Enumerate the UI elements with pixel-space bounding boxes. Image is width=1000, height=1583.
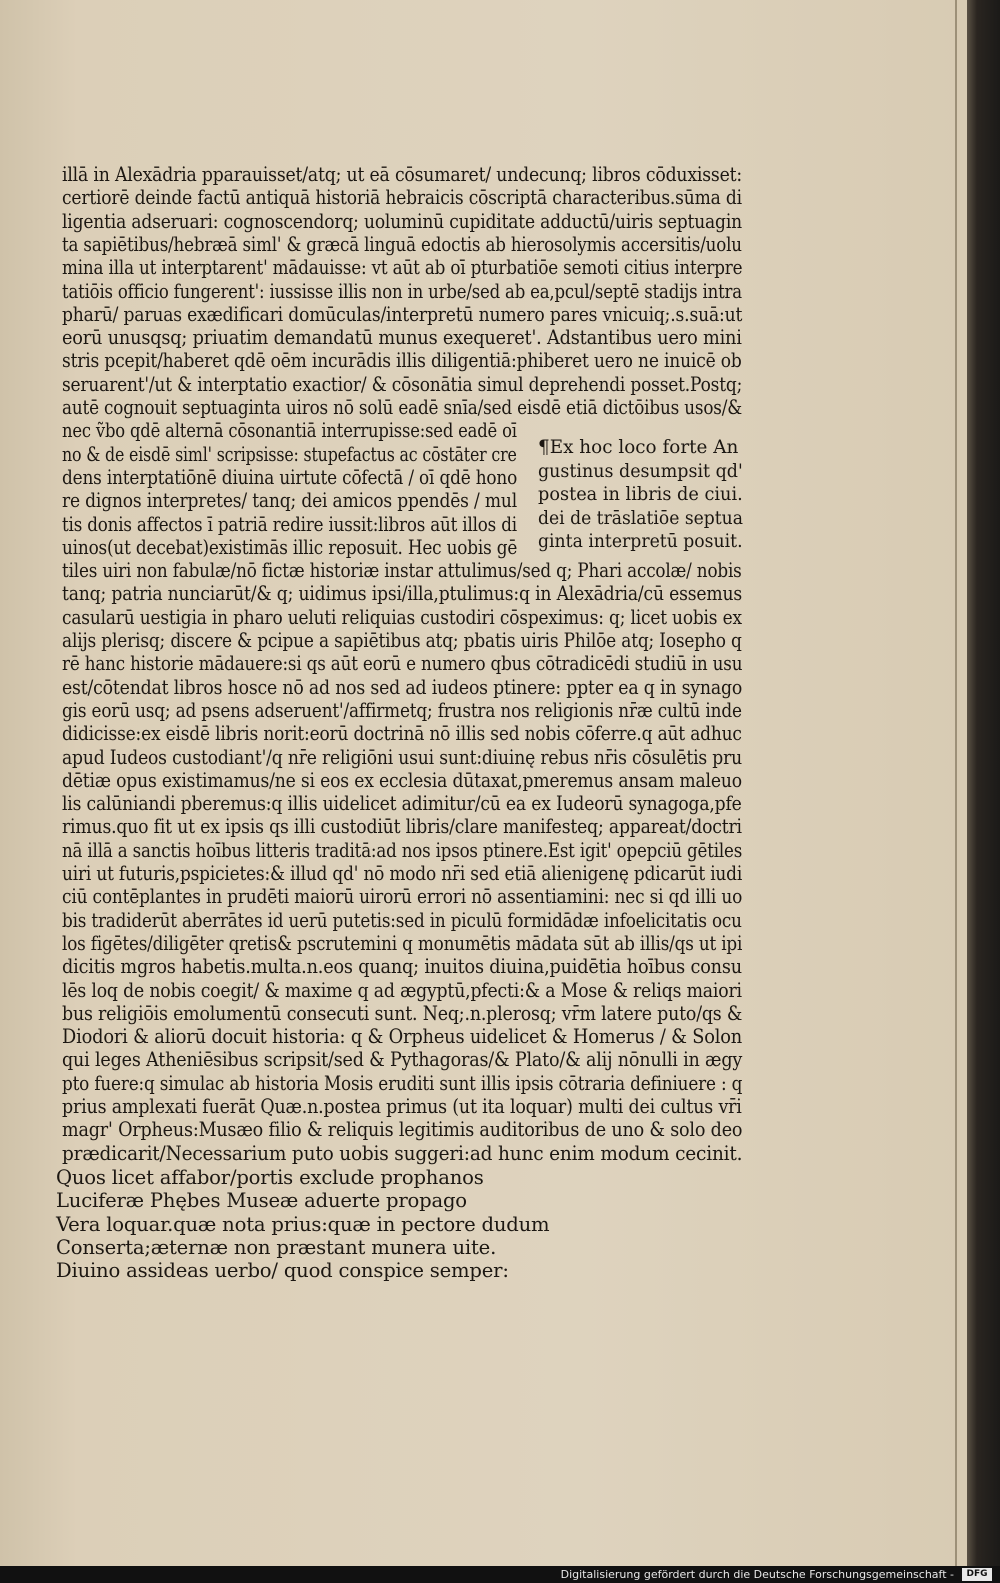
page-edge-shadow xyxy=(967,0,1000,1566)
text-line: lis calūniandi pberemus:q illis uidelicet adimitur/cū ea ex Iudeorū synagoga,pfe xyxy=(62,792,742,816)
text-line: los figētes/diligēter qretis& pscrutemini q monumētis mādata sūt ab illis/qs ut ipi xyxy=(62,931,743,955)
note-line: ¶Ex hoc loco forte An xyxy=(538,436,739,458)
text-line: uinos(ut decebat)existimās illic reposuit. Hec uobis gē xyxy=(62,535,518,559)
text-line: dētiæ opus existimamus/ne si eos ex ecclesia dūtaxat,pmeremus ansam maleuo xyxy=(62,768,742,792)
text-line: est/cōtendat libros hosce nō ad nos sed ad iudeos ptinere: ppter ea q in synago xyxy=(62,675,743,699)
text-line: tiles uiri non fabulæ/nō fictæ historiæ instar attulimus/sed q; Phari accolæ/ nobis xyxy=(62,559,742,583)
text-line: uiri ut futuris,pspicietes:& illud qd' nō modo nr̄i sed etiā alienigenę pdicarūt iudi xyxy=(62,862,743,885)
text-line: illā in Alexādria pparauisset/atq; ut eā cōsumaret/ undecunq; libros cōduxisset: xyxy=(62,163,742,186)
text-line: prius amplexati fuerāt Quæ.n.postea primus (ut ita loquar) multi dei cultus vr̄i xyxy=(62,1095,742,1118)
text-line: no & de eisdē siml' scripsisse: stupefactus ac cōstāter cre xyxy=(62,442,517,466)
note-line: dei de trāslatiōe septua xyxy=(538,506,743,529)
text-line: stris pcepit/haberet qdē oēm incurādis illis diligentiā:phiberet uero ne inuicē ob xyxy=(62,349,742,373)
text-line: alijs plerisq; discere & pcipue a sapiētibus atq; pbatis uiris Philōe atq; Iosepho q xyxy=(62,629,742,652)
dfg-logo: DFG xyxy=(962,1568,992,1581)
text-line: autē cognouit septuaginta uiros nō solū eadē snīa/sed eisdē etiā dictōibus usos/& xyxy=(62,396,742,419)
text-line: Quos licet affabor/portis exclude prophanos xyxy=(56,1165,484,1189)
text-line: pharū/ paruas exædificari domūculas/interpretū numero pares vnicuiq;.s.suā:ut xyxy=(62,302,743,326)
text-line: tatiōis officio fungerent': iussisse illis non in urbe/sed ab ea,pcul/septē stadijs intra xyxy=(62,279,742,303)
note-line: gustinus desumpsit qd' xyxy=(538,459,743,482)
text-line: gis eorū usq; ad psens adseruent'/affirmetq; frustra nos religionis nr̄æ cultū inde xyxy=(62,698,742,722)
text-line: didicisse:ex eisdē libris norit:eorū doctrinā nō illis sed nobis cōferre.q aūt adhuc xyxy=(62,722,742,746)
text-line: bis tradiderūt aberrātes id uerū putetis:sed in piculū formidādæ infoelicitatis ocu xyxy=(62,908,742,932)
text-line: mina illa ut interptarent' mādauisse: vt aūt ab oī pturbatiōe semoti citius interpre xyxy=(62,256,743,280)
note-line: postea in libris de ciui. xyxy=(538,483,743,505)
text-line: ta sapiētibus/hebræā siml' & græcā linguā edoctis ab hierosolymis accersitis/uolu xyxy=(62,232,742,256)
text-line: magr' Orpheus:Musæo filio & reliquis legitimis auditoribus de uno & solo deo xyxy=(62,1118,743,1142)
text-line: pto fuere:q simulac ab historia Mosis eruditi sunt illis ipsis cōtraria definiuere : q xyxy=(62,1071,743,1095)
funding-credit: Digitalisierung gefördert durch die Deutsche Forschungsgemeinschaft - xyxy=(560,1568,954,1581)
text-line: seruarent'/ut & interptatio exactior/ & cōsonātia simul deprehendi posset.Postq; xyxy=(62,372,743,396)
footer-bar xyxy=(0,1566,1000,1583)
text-line: nec ṽbo qdē alternā cōsonantiā interrupisse:sed eadē oī xyxy=(62,419,517,443)
text-line: tanq; patria nunciarūt/& q; uidimus ipsi/illa,ptulimus:q in Alexādria/cū essemus xyxy=(62,582,742,606)
text-line: rē hanc historie mādauere:si qs aūt eorū e numero qbus cōtradicēdi studiū in usu xyxy=(62,652,743,676)
text-line: dicitis mgros habetis.multa.n.eos quanq; inuitos diuina,puidētia hoībus consu xyxy=(62,955,742,979)
text-line: bus religiōis emolumentū consecuti sunt. Neq;.n.plerosq; vr̄m latere puto/qs & xyxy=(62,1001,743,1025)
marginal-note xyxy=(538,436,750,554)
text-line: dens interptatiōnē diuina uirtute cōfectā / oī qdē hono xyxy=(62,465,518,489)
text-line: qui leges Atheniēsibus scripsit/sed & Pythagoras/& Plato/& alij nōnulli in ægy xyxy=(62,1048,743,1072)
text-line: certiorē deinde factū antiquā historiā hebraicis cōscriptā characteribus.sūma di xyxy=(62,186,742,210)
text-line: Luciferæ Phębes Museæ aduerte propago xyxy=(56,1189,467,1213)
text-line: prædicarit/Necessarium puto uobis suggeri:ad hunc enim modum cecinit. xyxy=(62,1141,743,1165)
text-line: Diuino assideas uerbo/ quod conspice semper: xyxy=(56,1259,509,1283)
text-line: Vera loquar.quæ nota prius:quæ in pectore dudum xyxy=(56,1212,550,1236)
text-line: lēs loq de nobis coegit/ & maxime q ad ægyptū,pfecti:& a Mose & reliqs maiori xyxy=(62,978,742,1002)
text-line: rimus.quo fit ut ex ipsis qs illi custodiūt libris/clare manifesteq; appareat/doctri xyxy=(62,815,742,839)
text-line: nā illā a sanctis hoībus litteris traditā:ad nos ipsos ptinere.Est igit' opepciū gētiles xyxy=(62,838,743,862)
page-edge-line xyxy=(955,0,957,1566)
text-line: eorū unusqsq; priuatim demandatū munus exequeret'. Adstantibus uero mini xyxy=(62,326,742,350)
text-line: re dignos interpretes/ tanq; dei amicos ppendēs / mul xyxy=(62,489,517,513)
text-line: ciū contēplantes in prudēti maiorū uirorū errori nō assentiamini: nec si qd illi uo xyxy=(62,885,743,909)
text-line: casularū uestigia in pharo ueluti reliquias custodiri cōspeximus: q; licet uobis ex xyxy=(62,605,742,629)
text-line: tis donis affectos ī patriā redire iussit:libros aūt illos di xyxy=(62,512,517,536)
note-line: ginta interpretū posuit. xyxy=(538,530,743,552)
text-line: Diodori & aliorū docuit historia: q & Orpheus uidelicet & Homerus / & Solon xyxy=(62,1025,743,1049)
text-line: apud Iudeos custodiant'/q nr̄e religiōni usui sunt:diuinę rebus nr̄is cōsulētis pru xyxy=(62,745,742,769)
text-line: ligentia adseruari: cognoscendorq; uoluminū cupiditate adductū/uiris septuagin xyxy=(62,209,742,233)
text-line: Conserta;æternæ non præstant munera uite. xyxy=(56,1235,497,1259)
